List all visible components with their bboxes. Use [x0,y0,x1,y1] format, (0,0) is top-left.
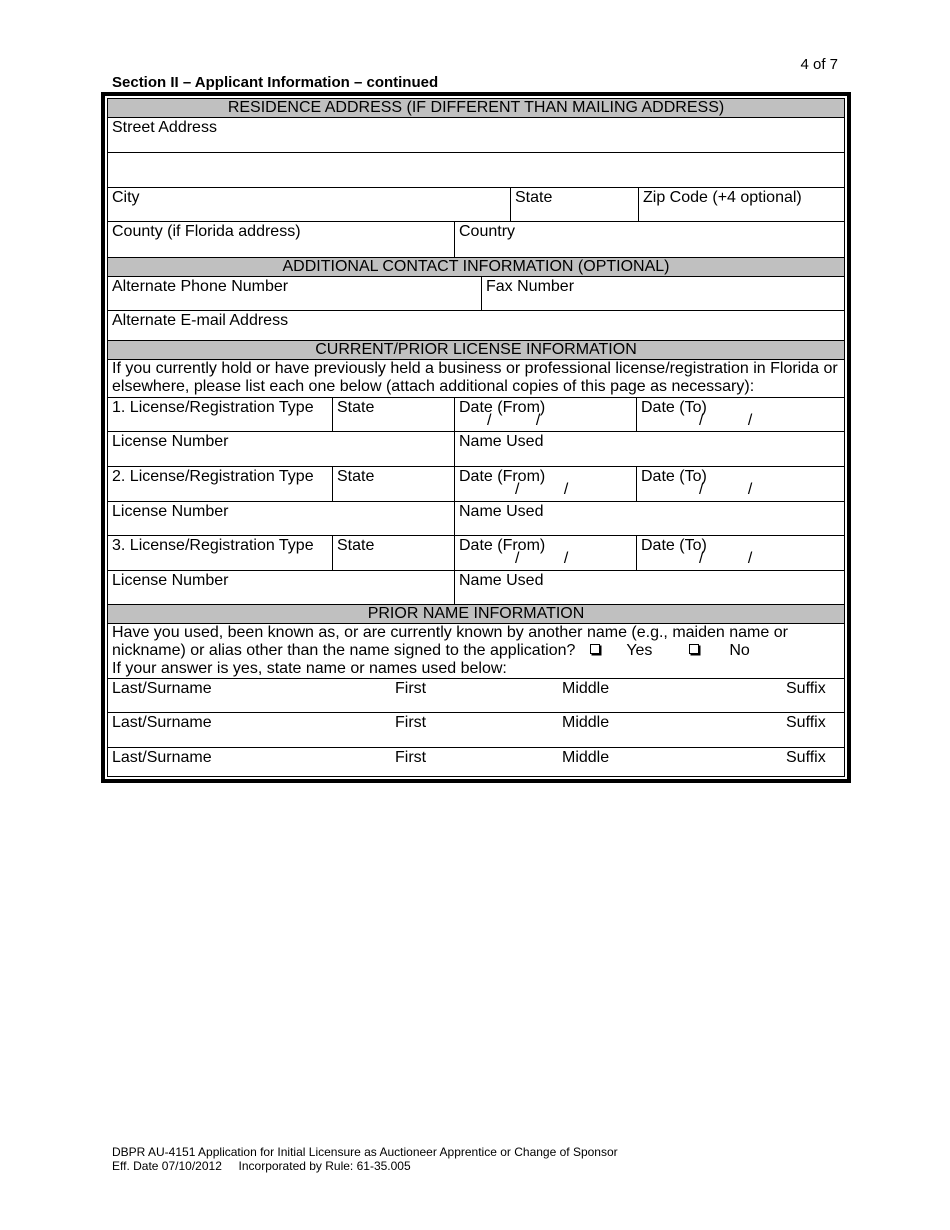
zip-field[interactable] [638,188,844,221]
alt-email-row [108,311,844,341]
section-title: Section II – Applicant Information – continued [112,74,439,91]
name-used-field[interactable] [454,502,844,535]
suffix-label: Suffix [786,680,826,697]
date-to-label: Date (To) [641,399,707,416]
date-to-slashes: / / [699,550,753,567]
county-label: County (if Florida address) [112,223,301,240]
city-field[interactable] [108,188,510,221]
street-address-line2[interactable] [108,153,844,188]
state-label: State [515,189,553,206]
name-used-field[interactable] [454,571,844,604]
license-state-field[interactable] [332,398,454,431]
date-from-label: Date (From) [459,399,546,416]
county-country-row [108,222,844,258]
date-from-slashes: / / [515,550,569,567]
middle-name-label: Middle [562,680,610,697]
prior-name-question-line1: Have you used, been known as, or are currently known by another name (e.g., maiden name or [112,624,788,641]
name-used-label: Name Used [459,572,544,589]
application-form [101,92,851,783]
date-from-label: Date (From) [459,468,546,485]
license-entry-3-number-row [108,571,844,605]
alt-phone-label: Alternate Phone Number [112,278,289,295]
suffix-label: Suffix [786,714,826,731]
date-from-slashes: / / [515,481,569,498]
date-to-slashes: / / [699,481,753,498]
contact-header: ADDITIONAL CONTACT INFORMATION (OPTIONAL) [108,258,844,277]
fax-label: Fax Number [486,278,575,295]
date-to-field[interactable] [636,398,844,431]
license-entry-2-number-row [108,502,844,536]
name-used-label: Name Used [459,433,544,450]
date-from-field[interactable] [454,467,636,501]
license-number-label: License Number [112,572,229,589]
prior-name-question-line2: nickname) or alias other than the name signed to the application? [112,642,576,659]
prior-name-question [108,624,844,679]
date-from-slashes: / / [487,412,541,429]
footer-line2: Eff. Date 07/10/2012 Incorporated by Rule: 61-35.005 [112,1159,411,1173]
date-to-slashes: / / [699,412,753,429]
last-name-label: Last/Surname [112,680,212,697]
license-state-label: State [337,468,375,485]
license-header: CURRENT/PRIOR LICENSE INFORMATION [108,341,844,360]
date-to-field[interactable] [636,467,844,501]
yes-label: Yes [626,642,653,659]
prior-name-question-line3: If your answer is yes, state name or names used below: [112,660,507,677]
suffix-label: Suffix [786,749,826,766]
footer-line1: DBPR AU-4151 Application for Initial Licensure as Auctioneer Apprentice or Change of Sponsor [112,1145,618,1159]
street-address-row [108,118,844,153]
alt-phone-field[interactable] [108,277,481,310]
state-field[interactable] [510,188,638,221]
license-intro-line1: If you currently hold or have previously held a business or professional license/registration in Florida or [112,360,838,377]
residence-header: RESIDENCE ADDRESS (IF DIFFERENT THAN MAILING ADDRESS) [108,99,844,118]
form-body [107,98,845,777]
city-state-zip-row [108,188,844,222]
license-type-label: 2. License/Registration Type [112,468,314,485]
prior-name-question-line2-row [108,642,844,660]
license-type-label: 3. License/Registration Type [112,537,314,554]
date-from-field[interactable] [454,398,636,431]
middle-name-label: Middle [562,749,610,766]
page-number: 4 of 7 [800,56,838,73]
license-type-field[interactable] [108,398,332,431]
prior-name-row[interactable] [108,748,844,776]
date-from-label: Date (From) [459,537,546,554]
license-state-label: State [337,537,375,554]
first-name-label: First [395,680,427,697]
name-used-label: Name Used [459,503,544,520]
date-to-label: Date (To) [641,468,707,485]
prior-name-row[interactable] [108,679,844,713]
license-number-field[interactable] [108,571,454,604]
fax-field[interactable] [481,277,844,310]
prior-name-row[interactable] [108,713,844,748]
date-to-field[interactable] [636,536,844,570]
street-address-label: Street Address [112,119,217,136]
city-label: City [112,189,140,206]
zip-label: Zip Code (+4 optional) [643,189,802,206]
license-state-field[interactable] [332,536,454,570]
license-state-label: State [337,399,375,416]
license-type-field[interactable] [108,467,332,501]
license-entry-3-row [108,536,844,571]
date-from-field[interactable] [454,536,636,570]
license-entry-2-row [108,467,844,502]
footer [112,1145,618,1173]
county-field[interactable] [108,222,454,257]
alt-email-field[interactable] [108,311,844,340]
license-number-field[interactable] [108,432,454,466]
country-label: Country [459,223,516,240]
license-intro-line2: elsewhere, please list each one below (attach additional copies of this page as necessary): [112,378,755,395]
license-number-label: License Number [112,433,229,450]
first-name-label: First [395,749,427,766]
license-entry-1-number-row [108,432,844,467]
no-label: No [729,642,750,659]
alt-email-label: Alternate E-mail Address [112,312,289,329]
license-entry-1-row [108,398,844,432]
date-to-label: Date (To) [641,537,707,554]
last-name-label: Last/Surname [112,714,212,731]
yes-checkbox-icon[interactable] [590,644,600,654]
prior-name-header: PRIOR NAME INFORMATION [108,605,844,624]
middle-name-label: Middle [562,714,610,731]
license-state-field[interactable] [332,467,454,501]
country-field[interactable] [454,222,844,257]
license-intro [108,360,844,398]
name-used-field[interactable] [454,432,844,466]
first-name-label: First [395,714,427,731]
license-number-label: License Number [112,503,229,520]
phone-fax-row [108,277,844,311]
no-checkbox-icon[interactable] [689,644,699,654]
license-type-label: 1. License/Registration Type [112,399,314,416]
license-type-field[interactable] [108,536,332,570]
street-address-field[interactable] [108,118,844,152]
license-number-field[interactable] [108,502,454,535]
last-name-label: Last/Surname [112,749,212,766]
